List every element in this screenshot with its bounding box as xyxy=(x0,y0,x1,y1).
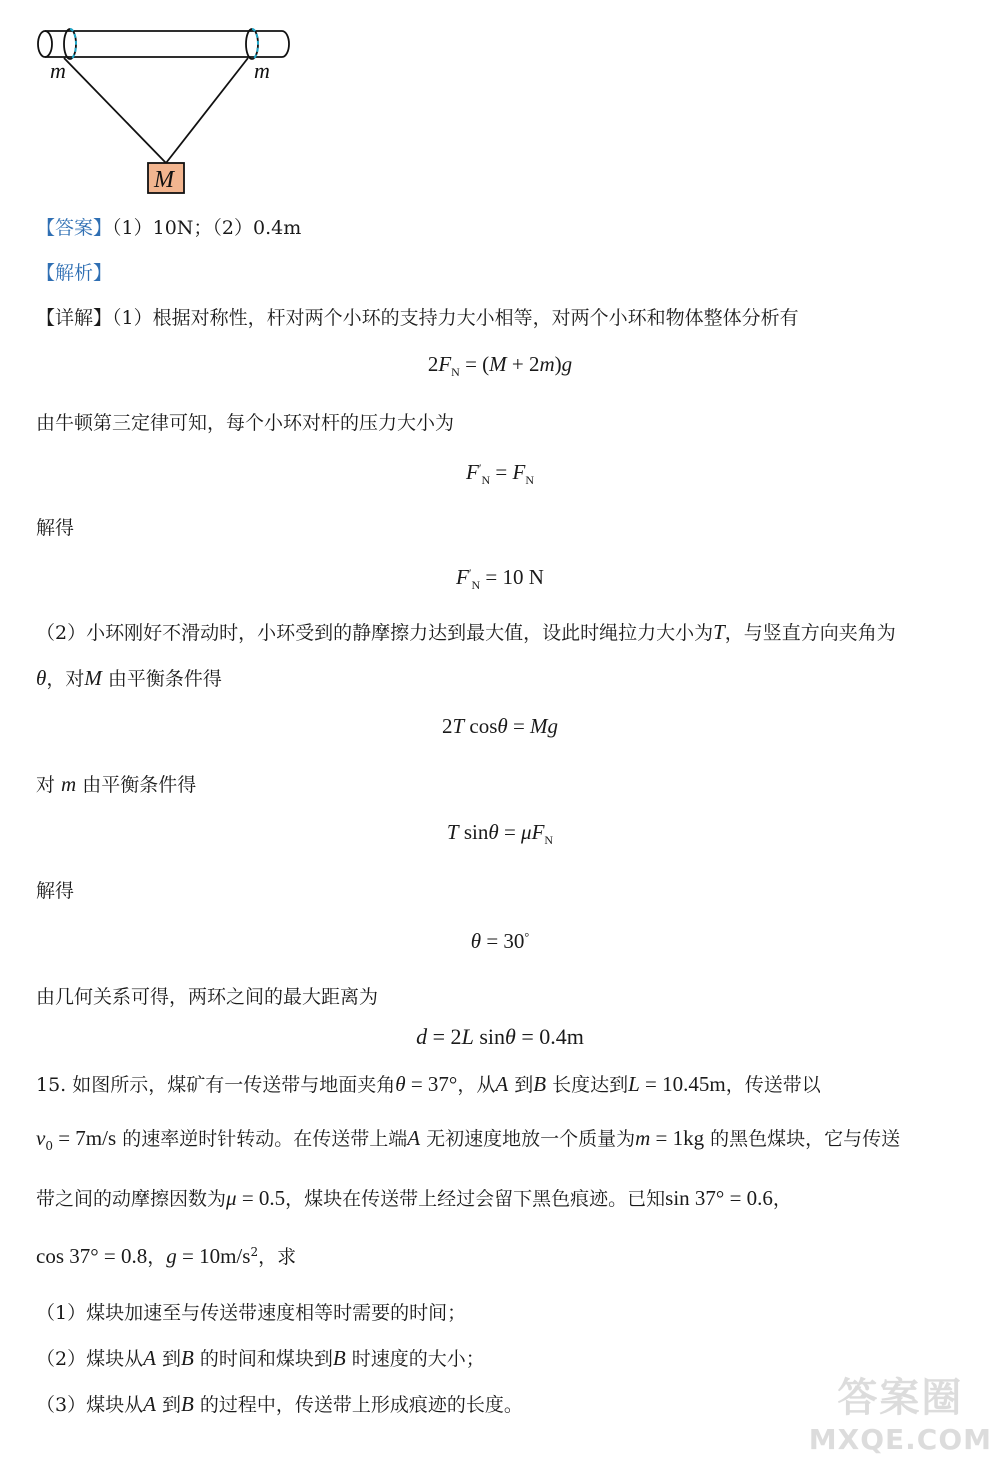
q15-sub-1: （1）煤块加速至与传送带速度相等时需要的时间； xyxy=(36,1302,467,1324)
ring-label-right: m xyxy=(254,58,270,83)
q15-line-4: cos 37° = 0.8，$g = 10m/s^2$，求 xyxy=(36,1244,297,1268)
watermark-text-cn: 答案圈 xyxy=(837,1375,964,1421)
solve-label-1: 解得 xyxy=(36,517,75,539)
detail-text: （1）根据对称性，杆对两个小环的支持力大小相等，对两个小环和物体整体分析有 xyxy=(112,307,799,329)
rope-right xyxy=(166,58,248,163)
equation-6: θ = 30° xyxy=(470,929,530,953)
equation-5: T $\sin\theta = \mu F_N$ xyxy=(446,820,554,847)
watermark-text-url: MXQE.COM xyxy=(808,1423,992,1456)
answer-line xyxy=(36,213,301,240)
ring-right xyxy=(246,29,258,59)
analysis-tag: 【解析】 xyxy=(36,262,113,284)
geometry-line: 由几何关系可得，两环之间的最大距离为 xyxy=(36,986,379,1008)
block-label: M xyxy=(154,167,174,193)
part2-line-1: （2）小环刚好不滑动时，小环受到的静摩擦力达到最大值，设此时绳拉力大小为T，与竖直方向夹角为 xyxy=(36,620,896,644)
site-watermark xyxy=(809,1366,992,1456)
m-balance-line: 对 m 由平衡条件得 xyxy=(36,772,197,796)
answer-tag: 【答案】 xyxy=(36,217,113,239)
part2-line-2: θ，对M 由平衡条件得 xyxy=(36,666,222,690)
equation-2: $F'_N = F_N$ xyxy=(466,460,534,487)
q15-line-3: 带之间的动摩擦因数为μ = 0.5，煤块在传送带上经过会留下黑色痕迹。已知sin 37° = 0.6， xyxy=(36,1186,792,1210)
newton-line: 由牛顿第三定律可知，每个小环对杆的压力大小为 xyxy=(36,412,455,434)
rod-ring-figure xyxy=(30,20,300,200)
q15-line-1: 15. 如图所示，煤矿有一传送带与地面夹角θ = 37°，从A 到B 长度达到L = 10.45m，传送带以 xyxy=(36,1072,821,1096)
rod-left-end xyxy=(38,31,52,57)
rope-left xyxy=(64,58,166,163)
ring-left xyxy=(64,29,76,59)
detail-line xyxy=(36,303,799,330)
equation-1: $2F_N = (M + 2m)g$ xyxy=(427,352,573,379)
solve-label-2: 解得 xyxy=(36,880,75,902)
q15-sub-2: （2）煤块从A 到B 的时间和煤块到B 时速度的大小； xyxy=(36,1346,485,1370)
equation-7: d = 2L sinθ = 0.4m xyxy=(416,1024,584,1049)
equation-4: 2T cosθ = Mg xyxy=(441,714,559,738)
q15-sub-3: （3）煤块从A 到B 的过程中，传送带上形成痕迹的长度。 xyxy=(36,1392,523,1416)
ring-label-left: m xyxy=(50,58,66,83)
equation-3: $F'_N = 10$ N xyxy=(456,565,544,592)
answer-text: （1）10N；（2）0.4m xyxy=(112,217,302,239)
q15-line-2: $v_0 = 7m/s$ 的速率逆时针转动。在传送带上端A 无初速度地放一个质量为m = 1kg 的黑色煤块，它与传送 xyxy=(36,1126,901,1153)
detail-tag: 【详解】 xyxy=(36,307,113,329)
